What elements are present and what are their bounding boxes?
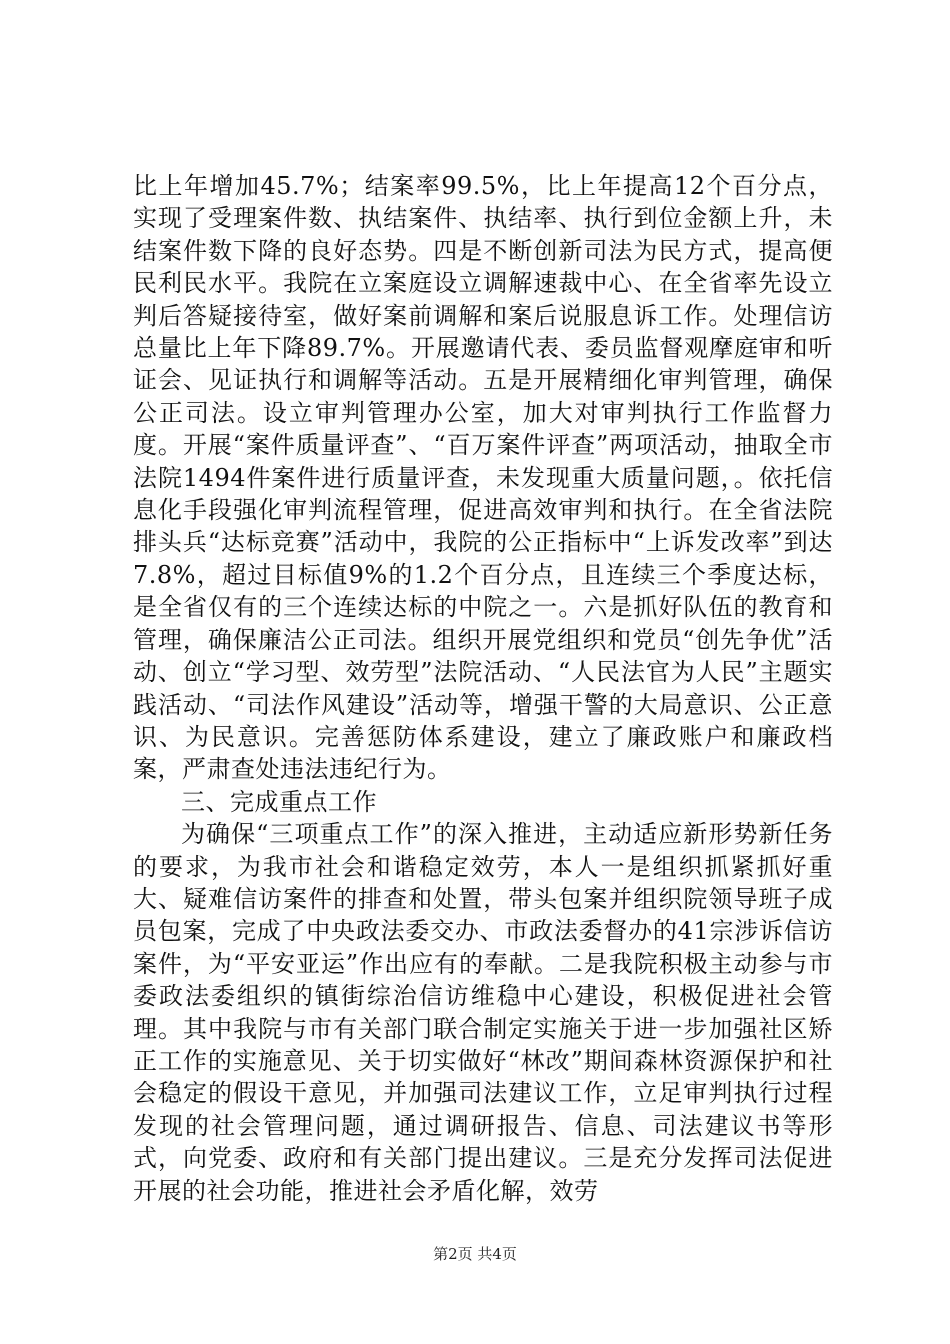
body-paragraph: 为确保“三项重点工作”的深入推进，主动适应新形势新任务的要求，为我市社会和谐稳定效劳，本人一是组织抓紧抓好重大、疑难信访案件的排查和处置，带头包案并组织院领导班子成员包案，完成了中央政法委交办、市政法委督办的41宗涉诉信访案件，为“平安亚运”作出应有的奉献。二是我院积极主动参与市委政法委组织的镇街综治信访维稳中心建设，积极促进社会管理。其中我院与市有关部门联合制定实施关于进一步加强社区矫正工作的实施意见、关于切实做好“林改”期间森林资源保护和社会稳定的假设干意见，并加强司法建议工作，立足审判执行过程发现的社会管理问题，通过调研报告、信息、司法建议书等形式，向党委、政府和有关部门提出建议。三是充分发挥司法促进开展的社会功能，推进社会矛盾化解，效劳 xyxy=(133,820,833,1205)
document-body xyxy=(133,170,833,1207)
body-paragraph-continued: 比上年增加45.7%；结案率99.5%，比上年提高12个百分点，实现了受理案件数、执结案件、执结率、执行到位金额上升，未结案件数下降的良好态势。四是不断创新司法为民方式，提高便民利民水平。我院在立案庭设立调解速裁中心、在全省率先设立判后答疑接待室，做好案前调解和案后说服息诉工作。处理信访总量比上年下降89.7%。开展邀请代表、委员监督观摩庭审和听证会、见证执行和调解等活动。五是开展精细化审判管理，确保公正司法。设立审判管理办公室，加大对审判执行工作监督力度。开展“案件质量评查”、“百万案件评查”两项活动，抽取全市法院1494件案件进行质量评查，未发现重大质量问题，。依托信息化手段强化审判流程管理，促进高效审判和执行。在全省法院排头兵“达标竞赛”活动中，我院的公正指标中“上诉发改率”到达7.8%，超过目标值9%的1.2个百分点，且连续三个季度达标，是全省仅有的三个连续达标的中院之一。六是抓好队伍的教育和管理，确保廉洁公正司法。组织开展党组织和党员“创先争优”活动、创立“学习型、效劳型”法院活动、“人民法官为人民”主题实践活动、“司法作风建设”活动等，增强干警的大局意识、公正意识、为民意识。完善惩防体系建设，建立了廉政账户和廉政档案，严肃查处违法违纪行为。 xyxy=(133,172,833,784)
section-heading: 三、完成重点工作 xyxy=(181,787,377,816)
page-number-footer: 第2页 共4页 xyxy=(433,1245,517,1263)
